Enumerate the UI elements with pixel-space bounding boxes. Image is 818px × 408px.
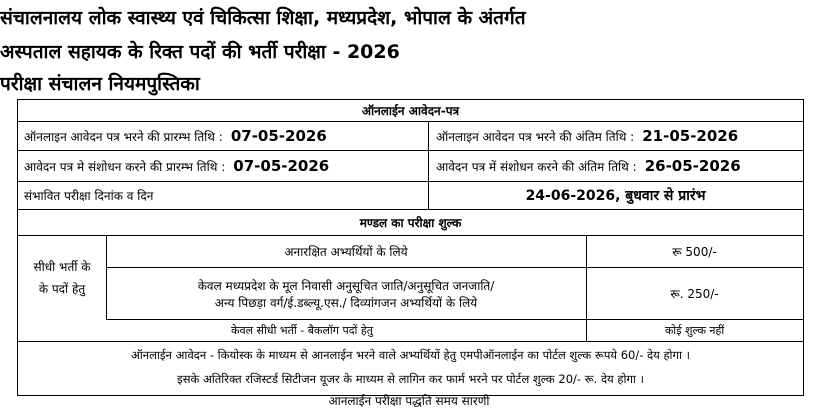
schedule-table xyxy=(17,99,804,396)
heading-line-3: परीक्षा संचालन नियमपुस्तिका xyxy=(0,73,200,95)
fees-left-cell xyxy=(18,236,106,320)
fee-row-1-label: अनारक्षित अभ्यर्थियों के लिये xyxy=(106,236,586,268)
heading-line-1: संचालनालय लोक स्वास्थ्य एवं चिकित्सा शिक्षा, मध्यप्रदेश, भोपाल के अंतर्गत xyxy=(0,7,526,29)
fee-row-2-line-1: केवल मध्यप्रदेश के मूल निवासी अनुसूचित जाति/अनुसूचित जनजाति/ xyxy=(197,278,495,293)
fees-left-line-1: सीधी भर्ती के xyxy=(33,260,91,274)
fee-row-2-value: रू. 250/- xyxy=(586,268,803,320)
divider-fees-amount xyxy=(586,236,587,342)
fees-title: मण्डल का परीक्षा शुल्क xyxy=(18,210,803,236)
divider-fees-left xyxy=(106,236,107,320)
exam-date-label: संभावित परीक्षा दिनांक व दिन xyxy=(18,182,428,210)
end-date-cell xyxy=(428,122,803,151)
heading-line-2: अस्पताल सहायक के रिक्त पदों की भर्ती परीक्षा - 2026 xyxy=(0,41,400,63)
edit-start-label: आवेदन पत्र मे संशोधन करने की प्रारम्भ तिथि : xyxy=(24,159,226,174)
fee-row-3-value: कोई शुल्क नहीं xyxy=(586,320,803,342)
start-date-cell xyxy=(18,122,428,151)
fee-row-2-label xyxy=(106,268,586,320)
end-date-label: ऑनलाइन आवेदन पत्र भरने की अंतिम तिथि : xyxy=(436,129,635,144)
edit-start-value: 07-05-2026 xyxy=(233,157,330,175)
exam-date-value: 24-06-2026, बुधवार से प्रारंभ xyxy=(428,182,803,210)
edit-end-value: 26-05-2026 xyxy=(644,157,741,175)
footer-caption: आनलाईन परीक्षा पद्धति समय सारणी xyxy=(328,394,490,408)
start-date-value: 07-05-2026 xyxy=(230,127,327,145)
edit-end-cell xyxy=(428,151,803,182)
notes-cell xyxy=(18,342,803,395)
edit-end-label: आवेदन पत्र में संशोधन करने की अंतिम तिथि : xyxy=(436,159,637,174)
fee-row-2-line-2: अन्य पिछड़ा वर्ग/ई.डब्ल्यू.एस./ दिव्यांगजन अभ्यर्थियों के लिये xyxy=(214,295,478,310)
online-form-title: ऑनलाईन आवेदन-पत्र xyxy=(18,100,803,122)
note-line-1: ऑनलाईन आवेदन - कियोस्क के माध्यम से आनलाईन भरने वाले अभ्यर्थियों हेतु एमपीऑनलाईन का पोर्टल शुल्क रूपये 60/- देय होगा । xyxy=(130,348,690,362)
fee-row-3-label: केवल सीधी भर्ती - बैकलॉग पदों हेतु xyxy=(18,320,586,342)
start-date-label: ऑनलाइन आवेदन पत्र भरने की प्रारम्भ तिथि : xyxy=(24,129,223,144)
fee-row-1-value: रू 500/- xyxy=(586,236,803,268)
fees-left-line-2: के पदों हेतु xyxy=(38,282,86,296)
edit-start-cell xyxy=(18,151,428,182)
end-date-value: 21-05-2026 xyxy=(642,127,739,145)
divider-dates xyxy=(428,122,429,210)
note-line-2: इसके अतिरिक्त रजिस्टर्ड सिटीजन यूजर के माध्यम से लागिन कर फार्म भरने पर पोर्टल शुल्क 20/- रू. देय होगा । xyxy=(177,372,644,386)
